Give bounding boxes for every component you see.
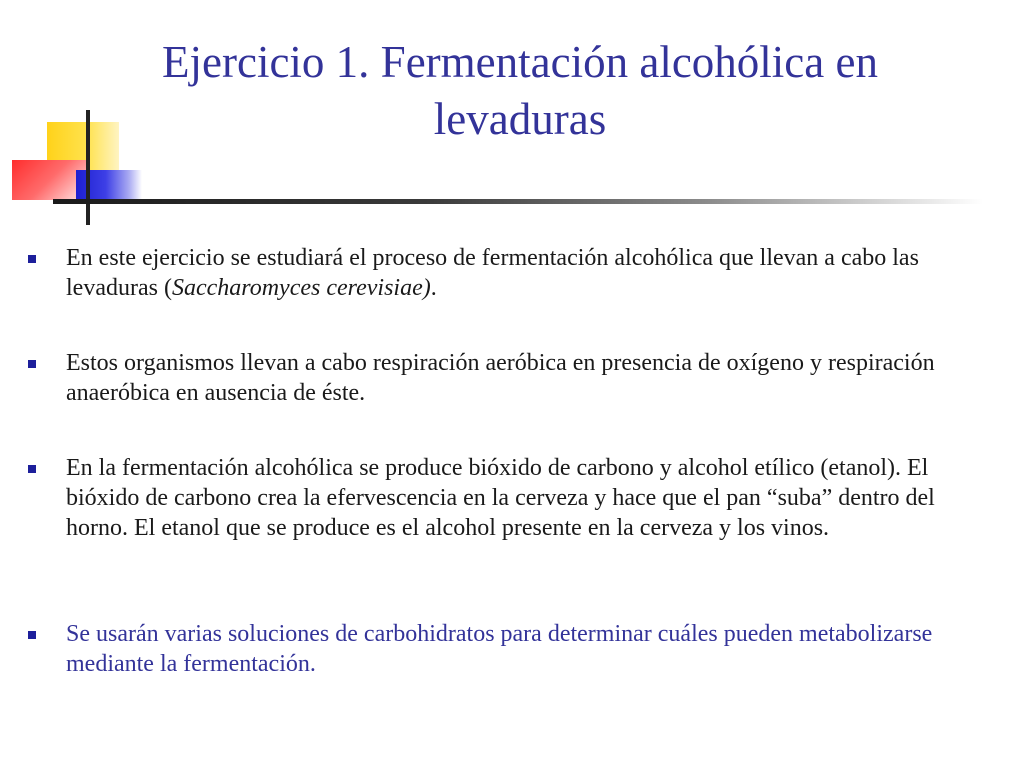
- bullet-1-species-name: Saccharomyces cerevisiae): [171, 275, 431, 301]
- bullet-square-icon: [28, 255, 36, 263]
- slide-title-line-2: levaduras: [433, 94, 607, 144]
- bullet-item-1: [66, 243, 996, 303]
- bullet-1-text: En este ejercicio se estudiará el proceso de fermentación alcohólica que llevan a cabo las levaduras (: [66, 245, 919, 301]
- bullet-4-text: Se usarán varias soluciones de carbohidratos para determinar cuáles pueden metabolizarse mediante la fermentación.: [66, 621, 933, 677]
- bullet-2-text: Estos organismos llevan a cabo respiración aeróbica en presencia de oxígeno y respiración anaeróbica en ausencia de éste.: [66, 350, 935, 406]
- bullet-item-2: [66, 348, 996, 408]
- bullet-item-3: [66, 453, 996, 543]
- slide-title-line-1: Ejercicio 1. Fermentación alcohólica en: [162, 37, 878, 87]
- bullet-1-text-end: .: [430, 275, 437, 301]
- bullet-item-4: [66, 619, 996, 679]
- bullet-square-icon: [28, 465, 36, 473]
- bullet-square-icon: [28, 360, 36, 368]
- bullet-square-icon: [28, 631, 36, 639]
- bullet-3-text: En la fermentación alcohólica se produce bióxido de carbono y alcohol etílico (etanol). El bióxido de carbono crea la efervescencia en la cerveza y hace que el pan “suba” dentro del horno. El etanol que se produce es el alcohol presente en la cerveza y los vinos.: [66, 455, 935, 541]
